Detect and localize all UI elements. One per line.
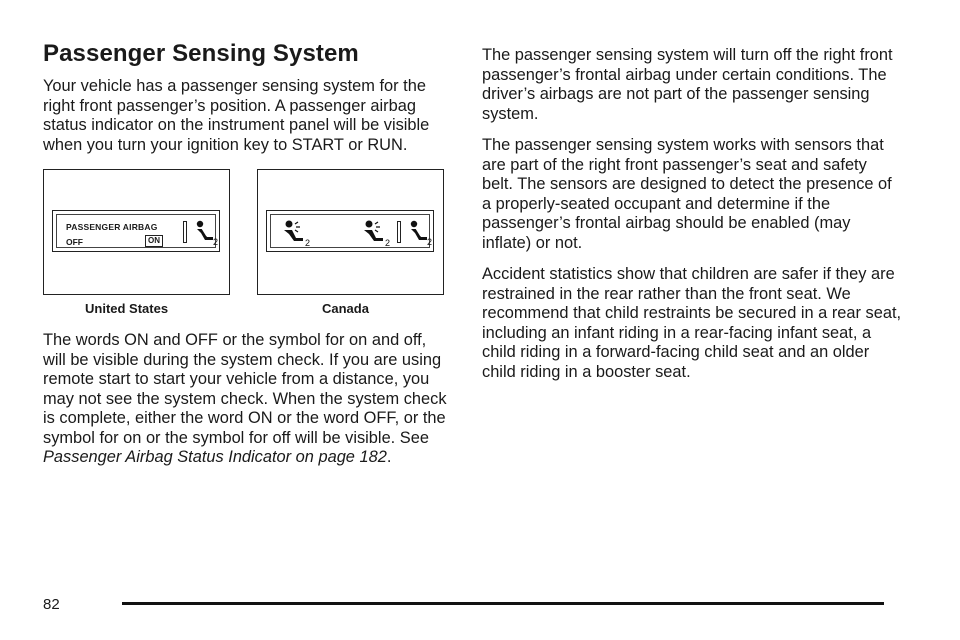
footer-rule <box>122 602 884 605</box>
divider-bar-icon <box>183 221 187 243</box>
subscript-2: 2 <box>213 237 219 247</box>
period: . <box>386 448 392 466</box>
subscript-2: 2 <box>427 237 433 247</box>
cross-reference-link[interactable]: Passenger Airbag Status Indicator on page 182 <box>43 448 387 466</box>
subscript-2: 2 <box>385 238 391 248</box>
panel-label-on: ON <box>145 235 163 247</box>
subscript-2: 2 <box>305 238 311 248</box>
panel-label-off: OFF <box>66 237 83 247</box>
passenger-belted-seat-icon <box>193 219 219 247</box>
us-caption: United States <box>85 301 169 316</box>
system-check-text: The words ON and OFF or the symbol for on and off, will be visible during the system check. If you are using remote start to start your vehicle from a distance, you may not see the system check. When the system check is complete, either the word ON or the word OFF, or the symbol for on or the symbol for off will be visible. See <box>43 331 447 447</box>
intro-paragraph: Your vehicle has a passenger sensing system for the right front passenger’s position. A passenger airbag status indicator on the instrument panel will be visible when you turn your ignition key to START or RUN. <box>43 77 430 154</box>
airbag-on-symbol-icon <box>361 218 395 248</box>
right-column <box>482 46 902 394</box>
airbag-off-symbol-icon <box>281 218 315 248</box>
canada-caption: Canada <box>322 301 369 316</box>
page-number: 82 <box>43 596 60 613</box>
child-safety-paragraph: Accident statistics show that children are safer if they are restrained in the rear rather than the front seat. We recommend that child restraints be secured in a rear seat, including an infant riding in a rear-facing infant seat, a child riding in a forward-facing child seat and an older child riding in a booster seat. <box>482 265 902 381</box>
system-check-paragraph <box>43 331 453 468</box>
indicator-figures <box>43 169 453 319</box>
passenger-belted-seat-icon <box>407 219 433 247</box>
panel-label-passenger-airbag: PASSENGER AIRBAG <box>66 222 158 232</box>
us-indicator-panel <box>52 210 220 252</box>
canada-indicator-figure <box>257 169 444 295</box>
section-heading: Passenger Sensing System <box>43 40 359 67</box>
left-column <box>43 40 453 480</box>
sensors-paragraph: The passenger sensing system works with sensors that are part of the right front passenger’s seat and safety belt. The sensors are designed to detect the presence of a properly-seated occupant and determine if the passenger’s frontal airbag should be enabled (may inflate) or not. <box>482 136 892 252</box>
canada-indicator-panel <box>266 210 434 252</box>
airbag-off-paragraph: The passenger sensing system will turn off the right front passenger’s frontal airbag under certain conditions. The driver’s airbags are not part of the passenger sensing system. <box>482 46 893 123</box>
divider-bar-icon <box>397 221 401 243</box>
us-indicator-figure <box>43 169 230 295</box>
